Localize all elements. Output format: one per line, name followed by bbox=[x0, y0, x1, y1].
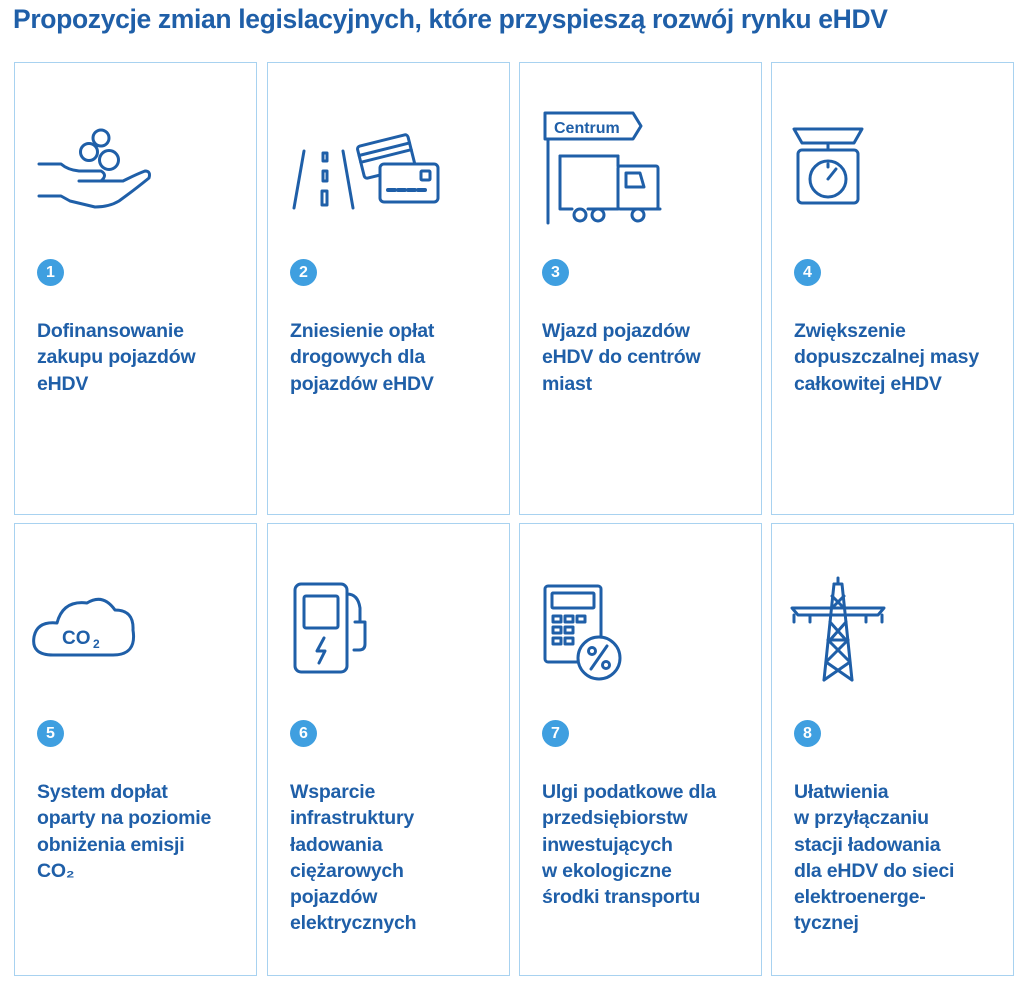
step-number-badge: 4 bbox=[794, 259, 821, 286]
page-title: Propozycje zmian legislacyjnych, które przyspieszą rozwój rynku eHDV bbox=[13, 4, 888, 34]
card-text: Dofinansowanie zakupu pojazdów eHDV bbox=[37, 320, 196, 395]
svg-text:2: 2 bbox=[93, 637, 100, 651]
card-2 bbox=[267, 62, 510, 515]
card-text: System dopłat oparty na poziomie obniżenia emisji CO₂ bbox=[37, 781, 212, 882]
card-text: Ułatwienia w przyłączaniu stacji ładowania dla eHDV do sieci elektroenerge- tycznej bbox=[794, 781, 955, 935]
card-text: Wsparcie infrastruktury ładowania ciężarowych pojazdów elektrycznych bbox=[290, 781, 417, 935]
card-text: Zwiększenie dopuszczalnej masy całkowitej eHDV bbox=[794, 320, 979, 395]
calculator-percent-icon bbox=[520, 524, 763, 724]
step-number-badge: 6 bbox=[290, 720, 317, 747]
charging-station-icon bbox=[268, 524, 511, 724]
card-5 bbox=[14, 523, 257, 976]
card-7 bbox=[519, 523, 762, 976]
hand-coins-icon bbox=[15, 63, 258, 263]
card-1 bbox=[14, 62, 257, 515]
card-text: Ulgi podatkowe dla przedsiębiorstw inwestujących w ekologiczne środki transportu bbox=[542, 781, 717, 909]
card-3 bbox=[519, 62, 762, 515]
step-number-badge: 2 bbox=[290, 259, 317, 286]
card-6 bbox=[267, 523, 510, 976]
step-number-badge: 1 bbox=[37, 259, 64, 286]
power-pylon-icon bbox=[772, 524, 1015, 724]
card-text: Zniesienie opłat drogowych dla pojazdów eHDV bbox=[290, 320, 435, 395]
step-number-badge: 8 bbox=[794, 720, 821, 747]
road-toll-card-icon bbox=[268, 63, 511, 263]
card-4 bbox=[771, 62, 1014, 515]
city-truck-icon bbox=[520, 63, 763, 263]
card-8 bbox=[771, 523, 1014, 976]
co2-cloud-icon bbox=[15, 524, 258, 724]
step-number-badge: 7 bbox=[542, 720, 569, 747]
sign-label: Centrum bbox=[554, 120, 620, 137]
card-text: Wjazd pojazdów eHDV do centrów miast bbox=[542, 320, 701, 395]
cloud-label: CO bbox=[62, 628, 91, 649]
scale-icon bbox=[772, 63, 1015, 263]
step-number-badge: 3 bbox=[542, 259, 569, 286]
step-number-badge: 5 bbox=[37, 720, 64, 747]
